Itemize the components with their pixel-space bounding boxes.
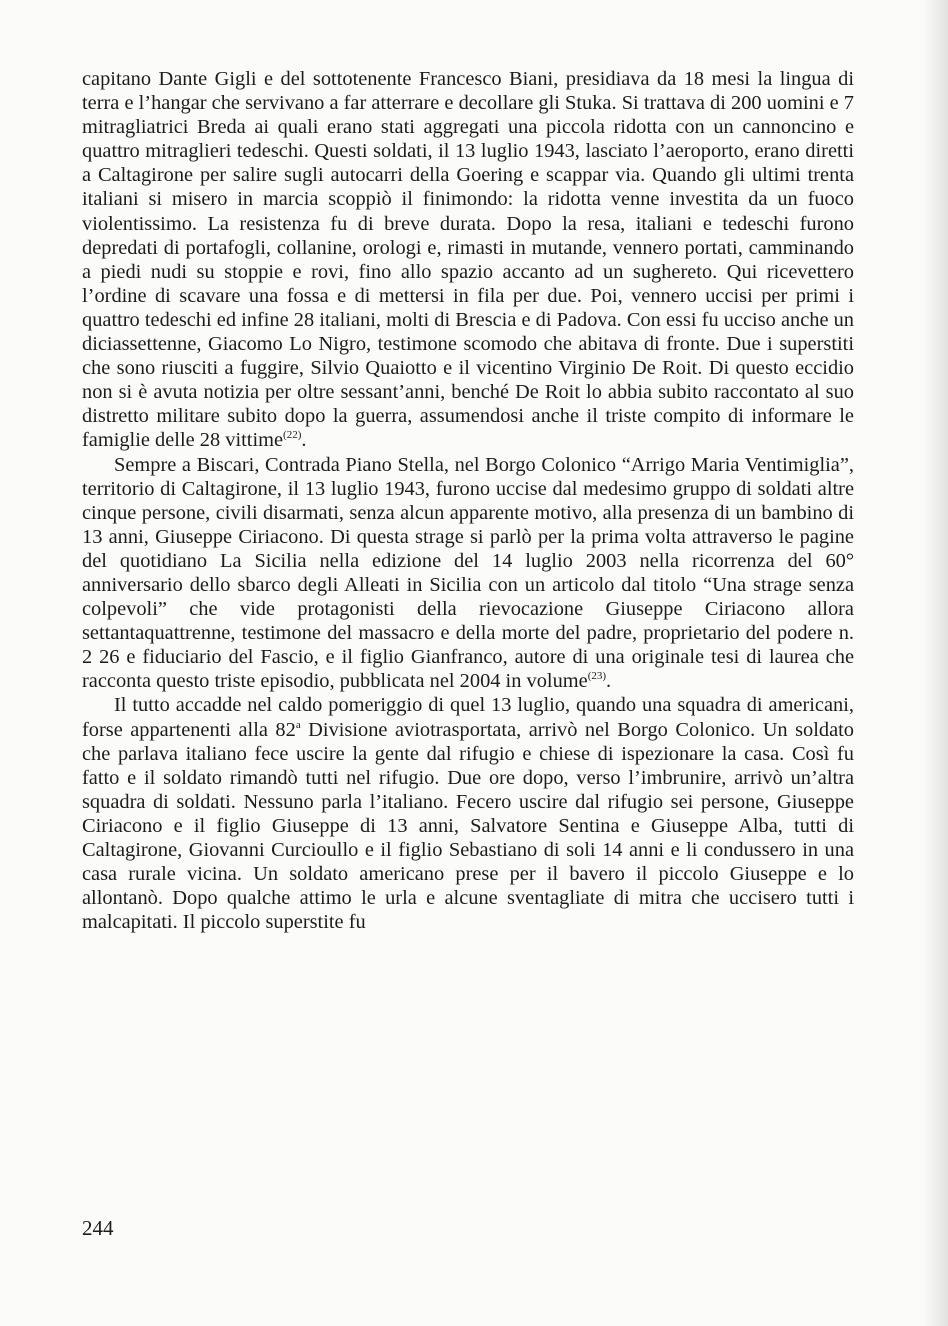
footnote-ref-23: (23): [587, 670, 607, 683]
binding-shadow: [922, 0, 948, 1326]
ordinal-indicator: a: [295, 718, 301, 731]
paragraph-3-text: Divisione aviotrasportata, arrivò nel Borgo Colonico. Un soldato che parlava italiano fece uscire la gente dal rifugio e chiese di ispezionare la casa. Così fu fatto e il soldato rimandò tutti nel rifugio. Due ore dopo, verso l’imbrunire, arrivò un’altra squadra di soldati. Nessuno parla l’italiano. Fecero uscire dal rifugio sei persone, Giuseppe Ciriacono e il figlio Giuseppe di 13 anni, Salvatore Sentina e Giuseppe Alba, tutti di Caltagirone, Giovanni Curcioullo e il figlio Sebastiano di soli 14 anni e li condussero in una casa rurale vicina. Un soldato americano prese per il bavero il piccolo Giuseppe e lo allontanò. Dopo qualche attimo le urla e alcune sventagliate di mitra che uccisero tutti i malcapitati. Il piccolo superstite fu: [82, 718, 855, 934]
paragraph-2-text: Sempre a Biscari, Contrada Piano Stella, nel Borgo Colonico “Arrigo Maria Ventimiglia”, territorio di Caltagirone, il 13 luglio 1943, furono uccise dal medesimo gruppo di soldati altre cinque persone, civili disarmati, senza alcun apparente motivo, alla presenza di un bambino di 13 anni, Giuseppe Ciriacono. Di questa strage si parlò per la prima volta attraverso le pagine del quotidiano La Sicilia nella edizione del 14 luglio 2003 nella ricorrenza del 60° anniversario dello sbarco degli Alleati in Sicilia con un articolo dal titolo “Una strage senza colpevoli” che vide protagonisti della rievocazione Giuseppe Ciriacono allora settantaquattrenne, testimone del massacro e della morte del padre, proprietario del podere n. 2 26 e fiduciario del Fascio, e il figlio Gianfranco, autore di una originale tesi di laurea che racconta questo triste episodio, pubblicata nel 2004 in volume: [82, 453, 854, 693]
paragraph-3: [82, 693, 854, 934]
paragraph-1: [82, 67, 854, 453]
body-text: [82, 67, 854, 934]
paragraph-1-tail: .: [301, 429, 307, 452]
page-number: 244: [82, 1216, 114, 1240]
footnote-ref-22: (22): [283, 429, 302, 442]
paragraph-2-tail: .: [606, 670, 612, 693]
paragraph-2: [82, 453, 854, 694]
paragraph-3-text-before: Il tutto accadde nel caldo pomeriggio di quel 13 luglio, quando una squadra di americani, forse appartenenti alla 82: [82, 694, 854, 741]
paragraph-1-text: capitano Dante Gigli e del sottotenente Francesco Biani, presidiava da 18 mesi la lingua di terra e l’hangar che servivano a far atterrare e decollare gli Stuka. Si trattava di 200 uomini e 7 mitragliatrici Breda ai quali erano stati aggregati una piccola ridotta con un cannoncino e quattro mitraglieri tedeschi. Questi soldati, il 13 luglio 1943, lasciato l’aeroporto, erano diretti a Caltagirone per salire sugli autocarri della Goering e scappar via. Quando gli ultimi trenta italiani si misero in marcia scoppiò il finimondo: la ridotta venne investita da un fuoco violentissimo. La resistenza fu di breve durata. Dopo la resa, italiani e tedeschi furono depredati di portafogli, collanine, orologi e, rimasti in mutande, vennero portati, camminando a piedi nudi su stoppie e rovi, fino allo spazio accanto ad un sughereto. Qui ricevettero l’ordine di scavare una fossa e di mettersi in fila per due. Poi, vennero uccisi per primi i quattro tedeschi ed infine 28 italiani, molti di Brescia e di Padova. Con essi fu ucciso anche un diciassettenne, Giacomo Lo Nigro, testimone scomodo che abitava di fronte. Due i superstiti che sono riusciti a fuggire, Silvio Quaiotto e il vicentino Virginio De Roit. Di questo eccidio non si è avuta notizia per oltre sessant’anni, benché De Roit lo abbia subito raccontato al suo distretto militare subito dopo la guerra, assumendosi anche il triste compito di informare le famiglie delle 28 vittime: [82, 68, 854, 452]
